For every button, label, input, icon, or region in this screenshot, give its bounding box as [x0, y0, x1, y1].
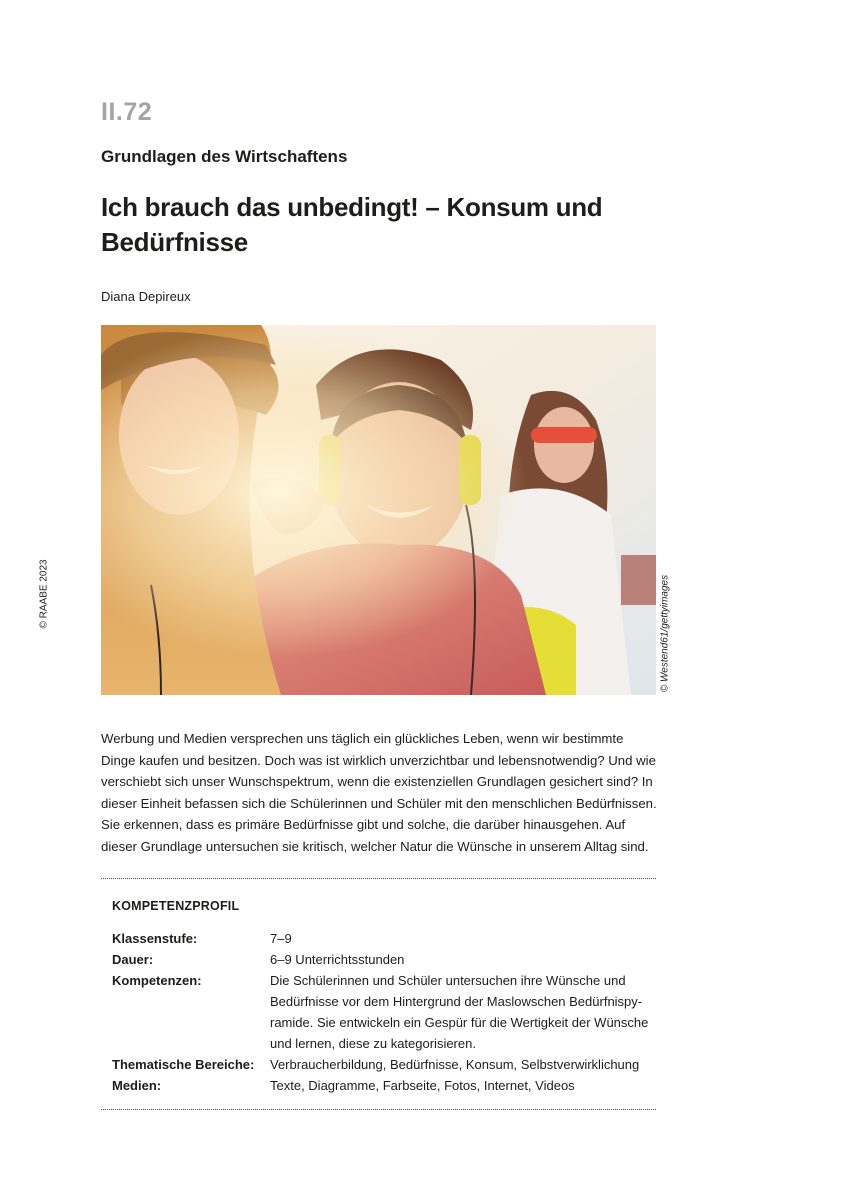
- unit-number: II.72: [101, 98, 153, 126]
- profile-label: Klassenstufe:: [112, 931, 198, 946]
- page-title: Ich brauch das unbedingt! – Konsum und Bedürfnisse: [101, 192, 603, 257]
- section-title: Grundlagen des Wirtschaftens: [101, 147, 348, 166]
- profile-label: Dauer:: [112, 952, 154, 967]
- intro-paragraph: Werbung und Medien versprechen uns täglich ein glückliches Leben, wenn wir bestimmte Dinge kaufen und besitzen. Doch was ist wirklich unverzichtbar und lebensnotwendig? Und wie verschiebt sich unser Wunschspektrum, wenn die existenziellen Grundlagen gesichert sind? In dieser Einheit befassen sich die Schülerinnen und Schüler mit den menschlichen Bedürfnissen. Sie erkennen, dass es primäre Bedürfnisse gibt und solche, die darüber hinausgehen. Auf dieser Grundlage untersuchen sie kritisch, welcher Natur die Wünsche in unserem Alltag sind.: [101, 731, 657, 854]
- profile-label: Kompetenzen:: [112, 973, 202, 988]
- divider-bottom: [101, 1109, 656, 1110]
- profile-value: 6–9 Unterrichtsstunden: [270, 952, 405, 967]
- profile-label: Medien:: [112, 1078, 162, 1093]
- profile-value: Texte, Diagramme, Farbseite, Fotos, Internet, Videos: [270, 1078, 575, 1093]
- photo-three-teenagers-icon: [101, 325, 656, 695]
- author-name: Diana Depireux: [101, 289, 191, 304]
- copyright-notice: © RAABE 2023: [38, 559, 50, 629]
- profile-value: 7–9: [270, 931, 292, 946]
- profile-label: Thematische Bereiche:: [112, 1057, 255, 1072]
- profile-value: Verbraucherbildung, Bedürfnisse, Konsum, Selbstverwirklichung: [270, 1057, 640, 1072]
- profile-value: Die Schülerinnen und Schüler untersuchen ihre Wünsche und Bedürfnisse vor dem Hintergrund der Maslowschen Bedürfnispy-ramide. Sie entwickeln ein Gespür für die Wertigkeit der Wünsche und lernen, diese zu kategorisieren.: [270, 973, 649, 1051]
- hero-photo: [101, 325, 656, 695]
- photo-credit: © Westend61/gettyimages: [659, 574, 671, 693]
- divider-top: [101, 878, 656, 879]
- profile-heading: KOMPETENZPROFIL: [112, 899, 240, 913]
